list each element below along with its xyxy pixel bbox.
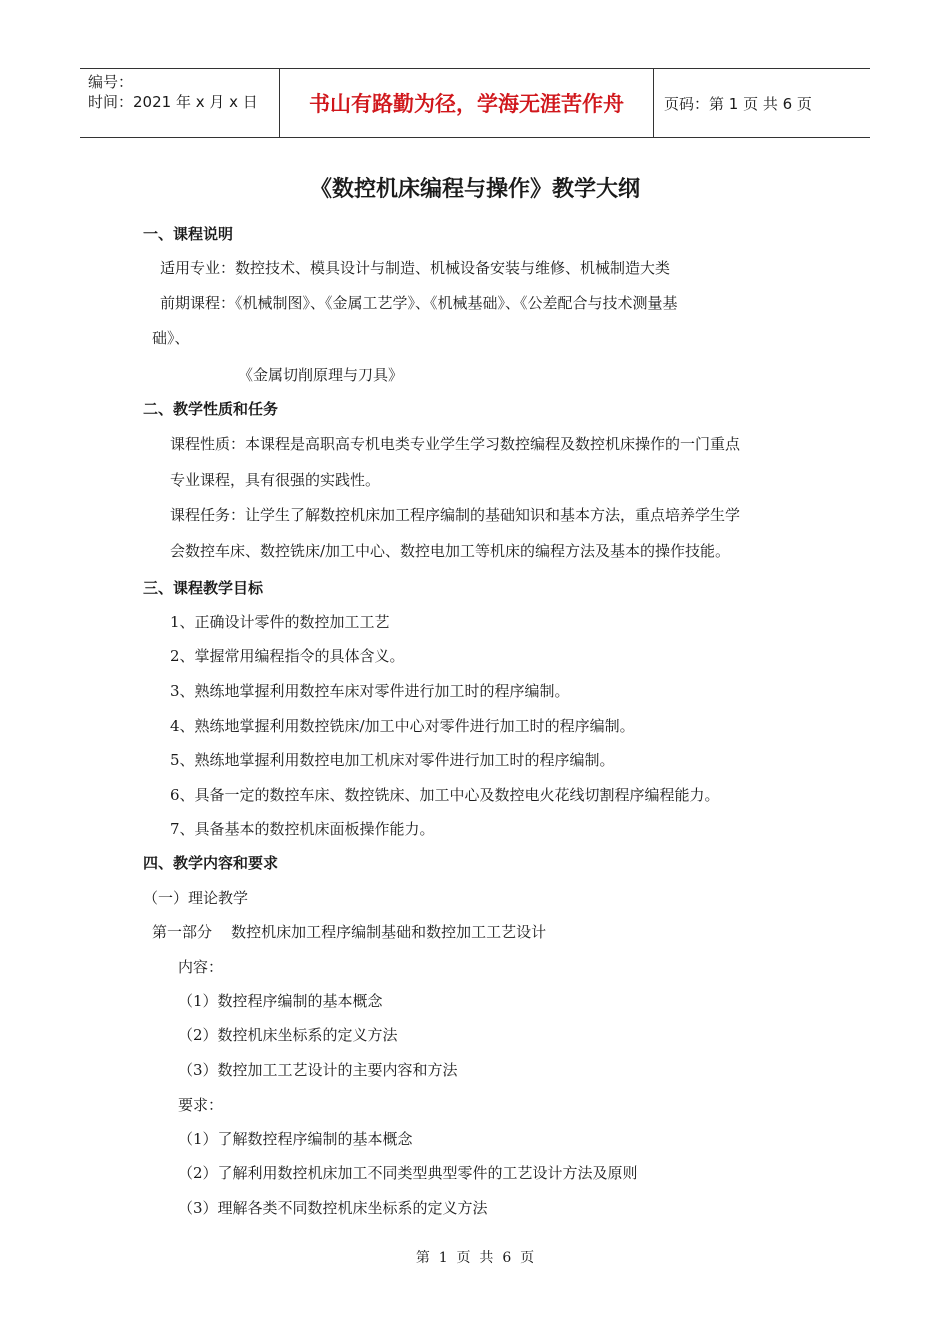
prerequisite-courses: 前期课程：《机械制图》、《金属工艺学》、《机械基础》、《公差配合与技术测量基	[160, 294, 678, 312]
document-number-label: 编号：	[88, 73, 134, 91]
course-nature-cont: 专业课程，具有很强的实践性。	[170, 471, 381, 489]
section-1-heading: 一、课程说明	[143, 225, 234, 243]
applicable-majors: 适用专业：数控技术、模具设计与制造、机械设备安装与维修、机械制造大类	[160, 259, 671, 277]
content-item: （2）数控机床坐标系的定义方法	[178, 1026, 398, 1044]
course-task: 课程任务：让学生了解数控机床加工程序编制的基础知识和基本方法，重点培养学生学	[170, 506, 741, 524]
section-3-heading: 三、课程教学目标	[143, 579, 264, 597]
part-1-heading: 第一部分 数控机床加工程序编制基础和数控加工工艺设计	[152, 923, 547, 941]
requirement-item: （3）理解各类不同数控机床坐标系的定义方法	[178, 1199, 488, 1217]
requirement-item: （2）了解利用数控机床加工不同类型典型零件的工艺设计方法及原则	[178, 1164, 638, 1182]
prerequisite-courses-last: 《金属切削原理与刀具》	[238, 366, 404, 384]
document-date: 时间：2021 年 x 月 x 日	[88, 93, 258, 111]
header-motto: 书山有路勤为径，学海无涯苦作舟	[280, 69, 654, 137]
objective-item: 2、掌握常用编程指令的具体含义。	[170, 647, 405, 665]
objective-item: 6、具备一定的数控车床、数控铣床、加工中心及数控电火花线切割程序编程能力。	[170, 786, 720, 804]
header-meta	[80, 69, 280, 137]
theory-teaching-heading: （一）理论教学	[143, 889, 249, 907]
page-footer: 第 1 页 共 6 页	[415, 1250, 535, 1266]
objective-item: 3、熟练地掌握利用数控车床对零件进行加工时的程序编制。	[170, 682, 570, 700]
page-header	[80, 68, 870, 138]
header-page-info: 页码：第 1 页 共 6 页	[664, 94, 812, 113]
course-nature: 课程性质：本课程是高职高专机电类专业学生学习数控编程及数控机床操作的一门重点	[170, 435, 741, 453]
objective-item: 5、熟练地掌握利用数控电加工机床对零件进行加工时的程序编制。	[170, 751, 615, 769]
document-title: 《数控机床编程与操作》教学大纲	[309, 177, 640, 202]
course-task-cont: 会数控车床、数控铣床/加工中心、数控电加工等机床的编程方法及基本的操作技能。	[170, 542, 731, 560]
requirement-label: 要求：	[178, 1096, 224, 1114]
content-item: （3）数控加工工艺设计的主要内容和方法	[178, 1061, 458, 1079]
objective-item: 1、正确设计零件的数控加工工艺	[170, 613, 390, 631]
content-item: （1）数控程序编制的基本概念	[178, 992, 383, 1010]
content-label: 内容：	[178, 958, 224, 976]
section-4-heading: 四、教学内容和要求	[143, 854, 279, 872]
prerequisite-courses-cont: 础》、	[152, 329, 190, 347]
objective-item: 7、具备基本的数控机床面板操作能力。	[170, 820, 435, 838]
requirement-item: （1）了解数控程序编制的基本概念	[178, 1130, 413, 1148]
section-2-heading: 二、教学性质和任务	[143, 400, 279, 418]
objective-item: 4、熟练地掌握利用数控铣床/加工中心对零件进行加工时的程序编制。	[170, 717, 635, 735]
